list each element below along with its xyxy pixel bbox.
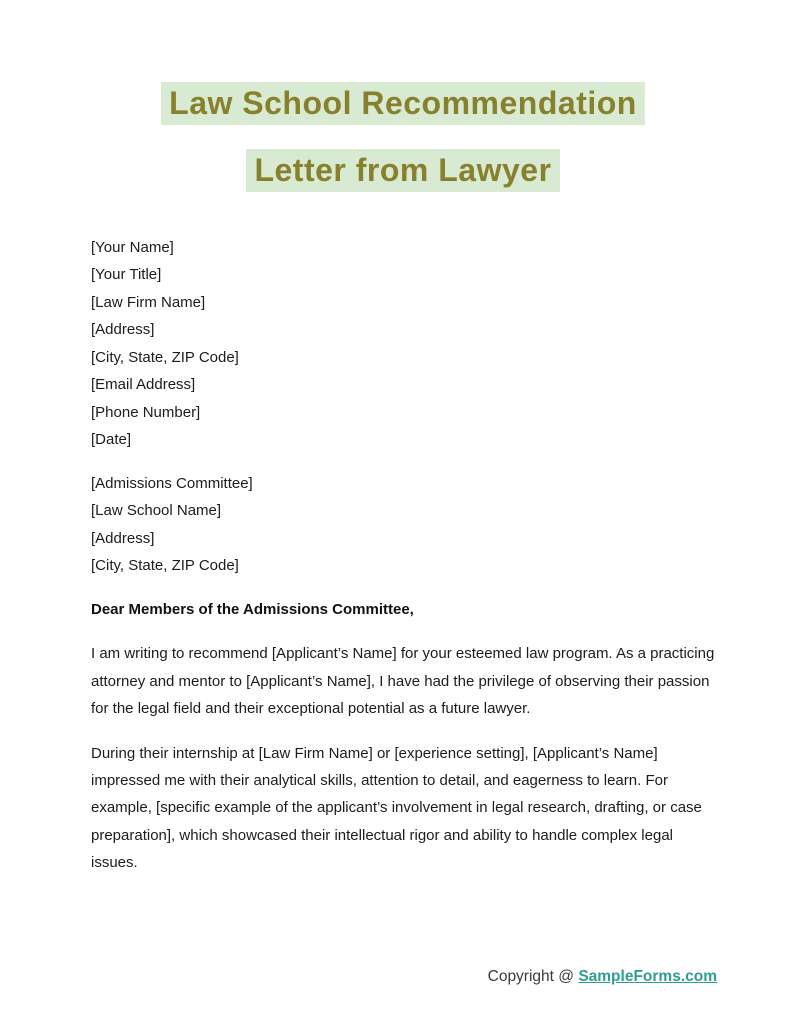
title-line-2: [0, 149, 806, 192]
recipient-address-line: [Address]: [91, 529, 155, 547]
sender-title-line: [Your Title]: [91, 266, 162, 284]
sender-city-line: [City, State, ZIP Code]: [91, 348, 239, 366]
title-line-1-text: Law School Recommendation: [161, 82, 645, 125]
sender-firm-line: [Law Firm Name]: [91, 293, 206, 311]
sender-address-block: [91, 234, 717, 454]
recipient-committee-line: [Admissions Committee]: [91, 474, 253, 492]
document-title: [0, 0, 806, 192]
letter-body: [0, 234, 806, 877]
sender-address-line: [Address]: [91, 321, 155, 339]
salutation: Dear Members of the Admissions Committee,: [91, 600, 414, 618]
recipient-city-line: [City, State, ZIP Code]: [91, 557, 239, 575]
paragraph-1: I am writing to recommend [Applicant’s Name] for your esteemed law program. As a practicing attorney and mentor to [Applicant’s Name], I have had the privilege of observing their passion for the legal field and their exceptional potential as a future lawyer.: [91, 645, 715, 718]
copyright-text: Copyright @: [487, 968, 579, 985]
title-line-2-text: Letter from Lawyer: [246, 149, 559, 192]
title-line-1: [0, 82, 806, 125]
paragraph-2: During their internship at [Law Firm Name] or [experience setting], [Applicant’s Name] impressed me with their analytical skills, attention to detail, and eagerness to learn. For example, [specific example of the applicant’s involvement in legal research, drafting, or case preparation], which showcased their intellectual rigor and ability to handle complex legal issues.: [91, 744, 702, 872]
block-spacer: [91, 454, 717, 470]
footer: [488, 968, 717, 986]
sender-name-line: [Your Name]: [91, 238, 174, 256]
letter-date-line: [Date]: [91, 431, 132, 449]
sender-phone-line: [Phone Number]: [91, 403, 201, 421]
recipient-address-block: [91, 470, 717, 580]
sampleforms-link[interactable]: SampleForms.com: [578, 968, 717, 985]
sender-email-line: [Email Address]: [91, 376, 196, 394]
recipient-school-line: [Law School Name]: [91, 502, 222, 520]
